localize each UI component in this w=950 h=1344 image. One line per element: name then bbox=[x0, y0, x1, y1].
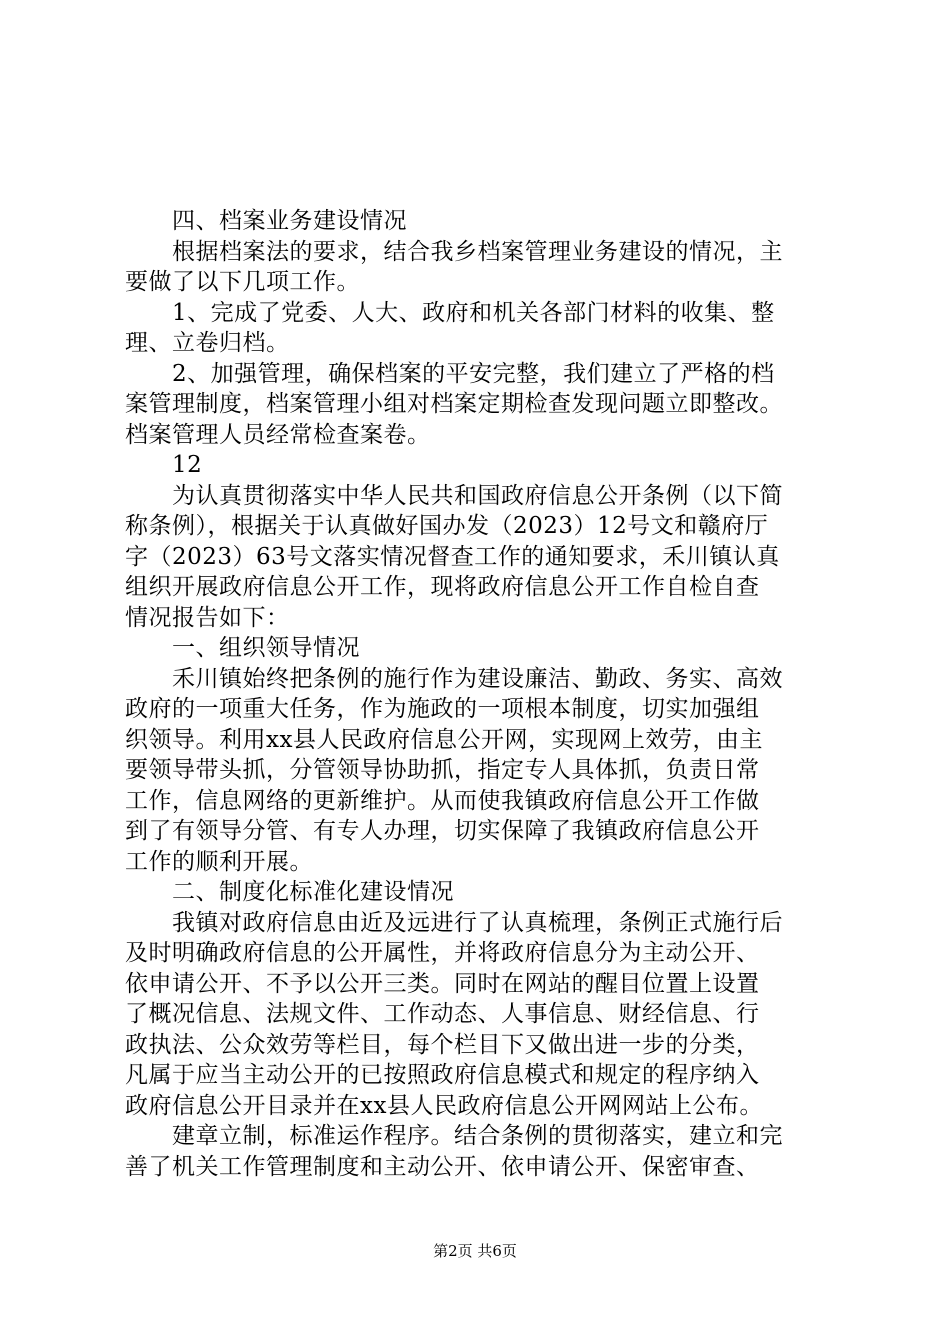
text-line: 为认真贯彻落实中华人民共和国政府信息公开条例（以下简 bbox=[172, 482, 783, 509]
text-line: 及时明确政府信息的公开属性，并将政府信息分为主动公开、 bbox=[125, 940, 760, 966]
text-line: 了概况信息、法规文件、工作动态、人事信息、财经信息、行 bbox=[125, 1001, 760, 1027]
text-line: 凡属于应当主动公开的已按照政府信息模式和规定的程序纳入 bbox=[125, 1062, 760, 1088]
text-line: 12 bbox=[172, 452, 203, 478]
text-line: 要做了以下几项工作。 bbox=[125, 269, 360, 295]
document-body bbox=[125, 206, 830, 1182]
text-line: 二、制度化标准化建设情况 bbox=[172, 879, 454, 905]
text-line: 到了有领导分管、有专人办理，切实保障了我镇政府信息公开 bbox=[125, 818, 760, 844]
text-line: 禾川镇始终把条例的施行作为建设廉洁、勤政、务实、高效 bbox=[172, 665, 783, 692]
text-line: 工作的顺利开展。 bbox=[125, 848, 313, 875]
text-line: 四、档案业务建设情况 bbox=[172, 208, 407, 234]
text-line: 善了机关工作管理制度和主动公开、依申请公开、保密审查、 bbox=[125, 1153, 760, 1180]
text-line: 一、组织领导情况 bbox=[172, 635, 360, 661]
text-line: 称条例），根据关于认真做好国办发（2023）12号文和赣府厅 bbox=[125, 513, 769, 539]
text-line: 工作，信息网络的更新维护。从而使我镇政府信息公开工作做 bbox=[125, 787, 760, 814]
text-line: 建章立制，标准运作程序。结合条例的贯彻落实，建立和完 bbox=[172, 1123, 783, 1149]
text-line: 2、加强管理，确保档案的平安完整，我们建立了严格的档 bbox=[172, 360, 775, 387]
text-line: 依申请公开、不予以公开三类。同时在网站的醒目位置上设置 bbox=[125, 970, 760, 997]
text-line: 案管理制度，档案管理小组对档案定期检查发现问题立即整改。 bbox=[125, 391, 783, 417]
text-line: 根据档案法的要求，结合我乡档案管理业务建设的情况，主 bbox=[172, 238, 783, 265]
page-footer: 第2页 共6页 bbox=[433, 1242, 517, 1260]
text-line: 组织开展政府信息公开工作，现将政府信息公开工作自检自查 bbox=[125, 574, 760, 600]
text-line: 理、立卷归档。 bbox=[125, 330, 290, 356]
text-line: 政执法、公众效劳等栏目，每个栏目下又做出进一步的分类， bbox=[125, 1031, 760, 1058]
text-line: 档案管理人员经常检查案卷。 bbox=[125, 421, 431, 448]
text-line: 字（2023）63号文落实情况督查工作的通知要求，禾川镇认真 bbox=[125, 543, 780, 570]
text-line: 政府信息公开目录并在xx县人民政府信息公开网网站上公布。 bbox=[125, 1092, 763, 1119]
text-line: 政府的一项重大任务，作为施政的一项根本制度，切实加强组 bbox=[125, 696, 760, 722]
text-line: 情况报告如下： bbox=[125, 604, 290, 631]
text-line: 1、完成了党委、人大、政府和机关各部门材料的收集、整 bbox=[172, 299, 775, 326]
text-line: 我镇对政府信息由近及远进行了认真梳理，条例正式施行后 bbox=[172, 909, 783, 936]
text-line: 要领导带头抓，分管领导协助抓，指定专人具体抓，负责日常 bbox=[125, 757, 760, 783]
text-line: 织领导。利用xx县人民政府信息公开网，实现网上效劳，由主 bbox=[125, 726, 763, 753]
